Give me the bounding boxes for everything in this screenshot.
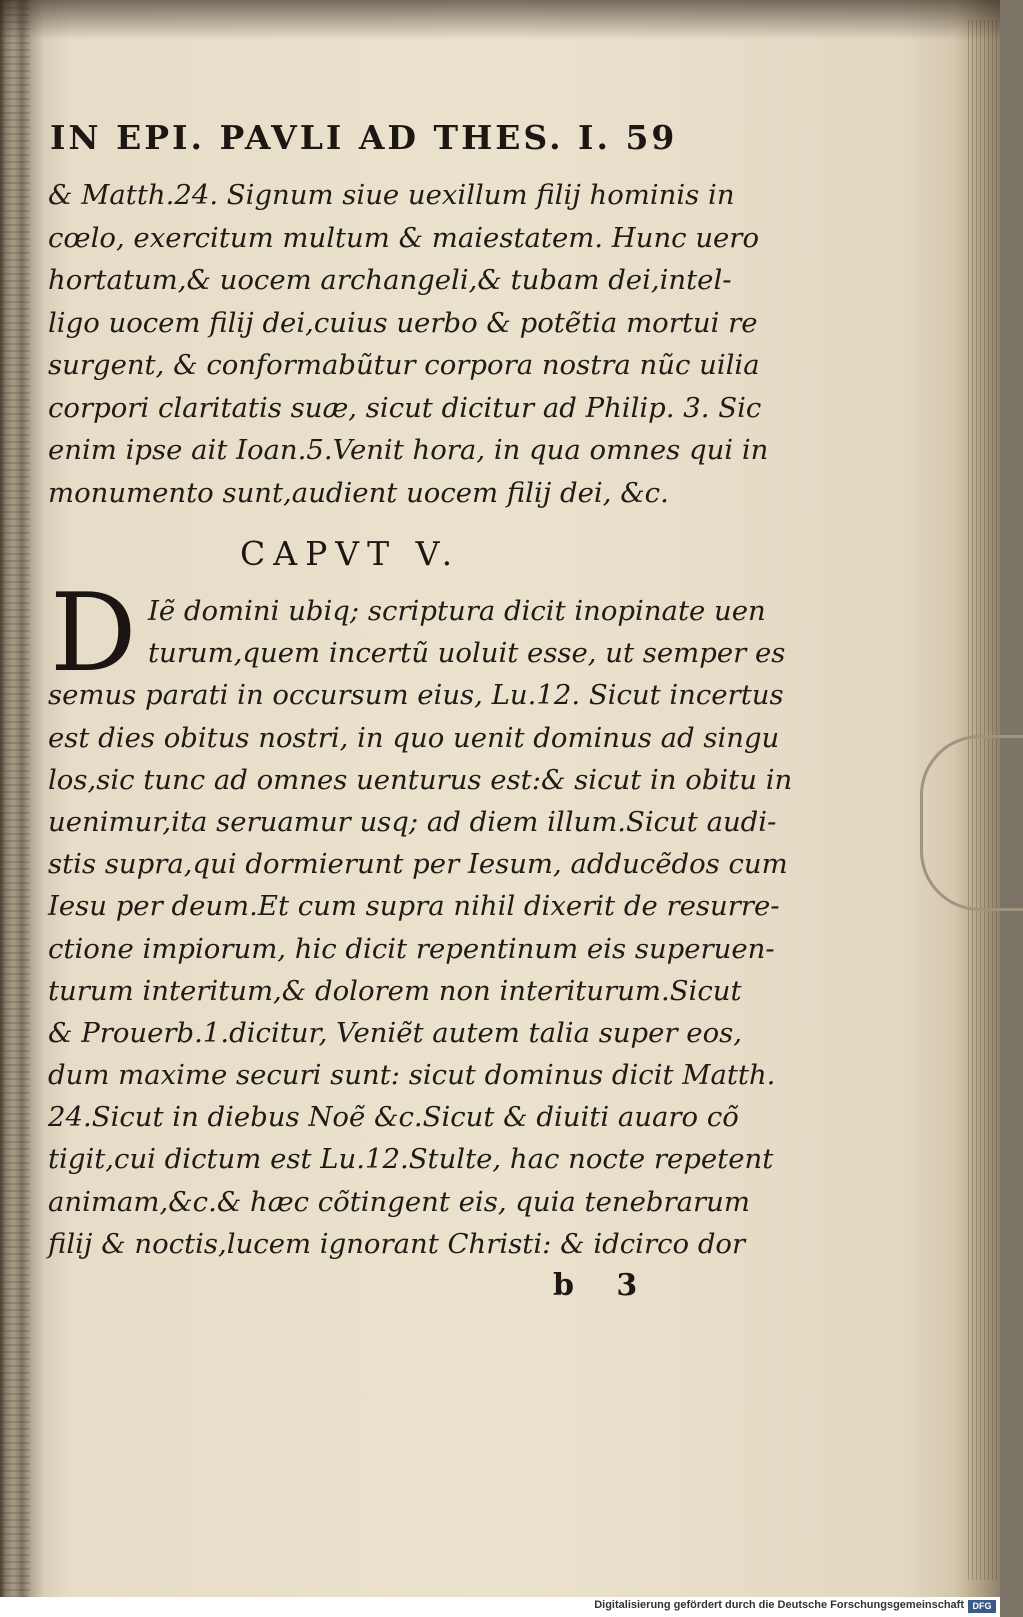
dfg-logo-icon: DFG xyxy=(968,1600,996,1613)
text-line: ctione impiorum, hic dicit repentinum eis superuen- xyxy=(48,932,775,965)
text-line: est dies obitus nostri, in quo uenit dominus ad singu xyxy=(48,721,780,754)
text-line: uenimur,ita seruamur usq; ad diem illum.Sicut audi- xyxy=(48,805,777,838)
text-line: stis supra,qui dormierunt per Iesum, adducẽdos cum xyxy=(48,848,788,881)
text-line: hortatum,& uocem archangeli,& tubam dei,intel- xyxy=(48,264,732,296)
signature-mark: b 3 xyxy=(553,1268,654,1303)
text-line: semus parati in occursum eius, Lu.12. Sicut incertus xyxy=(48,679,784,712)
text-line: enim ipse ait Ioan.5.Venit hora, in qua omnes qui in xyxy=(48,434,769,466)
text-line: surgent, & conformabũtur corpora nostra nũc uilia xyxy=(48,349,760,381)
text-line: turum interitum,& dolorem non interiturum.Sicut xyxy=(48,974,742,1007)
footer-bar xyxy=(0,1597,1000,1617)
text-line: ligo uocem filij dei,cuius uerbo & potẽtia mortui re xyxy=(48,306,758,339)
text-line: & Prouerb.1.dicitur, Veniẽt autem talia super eos, xyxy=(48,1016,742,1049)
text-line: monumento sunt,audient uocem filij dei, &c. xyxy=(48,476,669,509)
text-line: dum maxime securi sunt: sicut dominus dicit Matth. xyxy=(48,1059,776,1092)
binding-clasp xyxy=(920,735,1023,911)
text-line: & Matth.24. Signum siue uexillum filij hominis in xyxy=(48,179,735,211)
drop-cap: D xyxy=(50,571,137,696)
text-line: 24.Sicut in diebus Noẽ &c.Sicut & diuiti auaro cõ xyxy=(48,1101,739,1134)
text-line: animam,&c.& hæc cõtingent eis, quia tenebrarum xyxy=(48,1185,750,1218)
footer-credit: Digitalisierung gefördert durch die Deutsche Forschungsgemeinschaft xyxy=(594,1599,964,1611)
text-line: cœlo, exercitum multum & maiestatem. Hunc uero xyxy=(48,221,760,254)
top-shadow xyxy=(0,0,1000,40)
text-line: turum,quem incertũ uoluit esse, ut semper es xyxy=(148,637,786,670)
text-line: tigit,cui dictum est Lu.12.Stulte, hac nocte repetent xyxy=(48,1143,774,1176)
page-left-edge xyxy=(0,0,30,1617)
text-line: corpori claritatis suæ, sicut dicitur ad Philip. 3. Sic xyxy=(48,391,762,424)
chapter-title: CAPVT V. xyxy=(240,534,461,573)
text-block-body xyxy=(48,571,793,1265)
text-line: los,sic tunc ad omnes uenturus est:& sicut in obitu in xyxy=(48,763,793,796)
text-block-top xyxy=(48,174,769,514)
text-line: Iẽ domini ubiq; scriptura dicit inopinate uen xyxy=(148,595,766,627)
text-line: filij & noctis,lucem ignorant Christi: & idcirco dor xyxy=(48,1227,746,1260)
text-line: Iesu per deum.Et cum supra nihil dixerit de resurre- xyxy=(48,890,780,923)
running-header: IN EPI. PAVLI AD THES. I. 59 xyxy=(50,118,678,157)
